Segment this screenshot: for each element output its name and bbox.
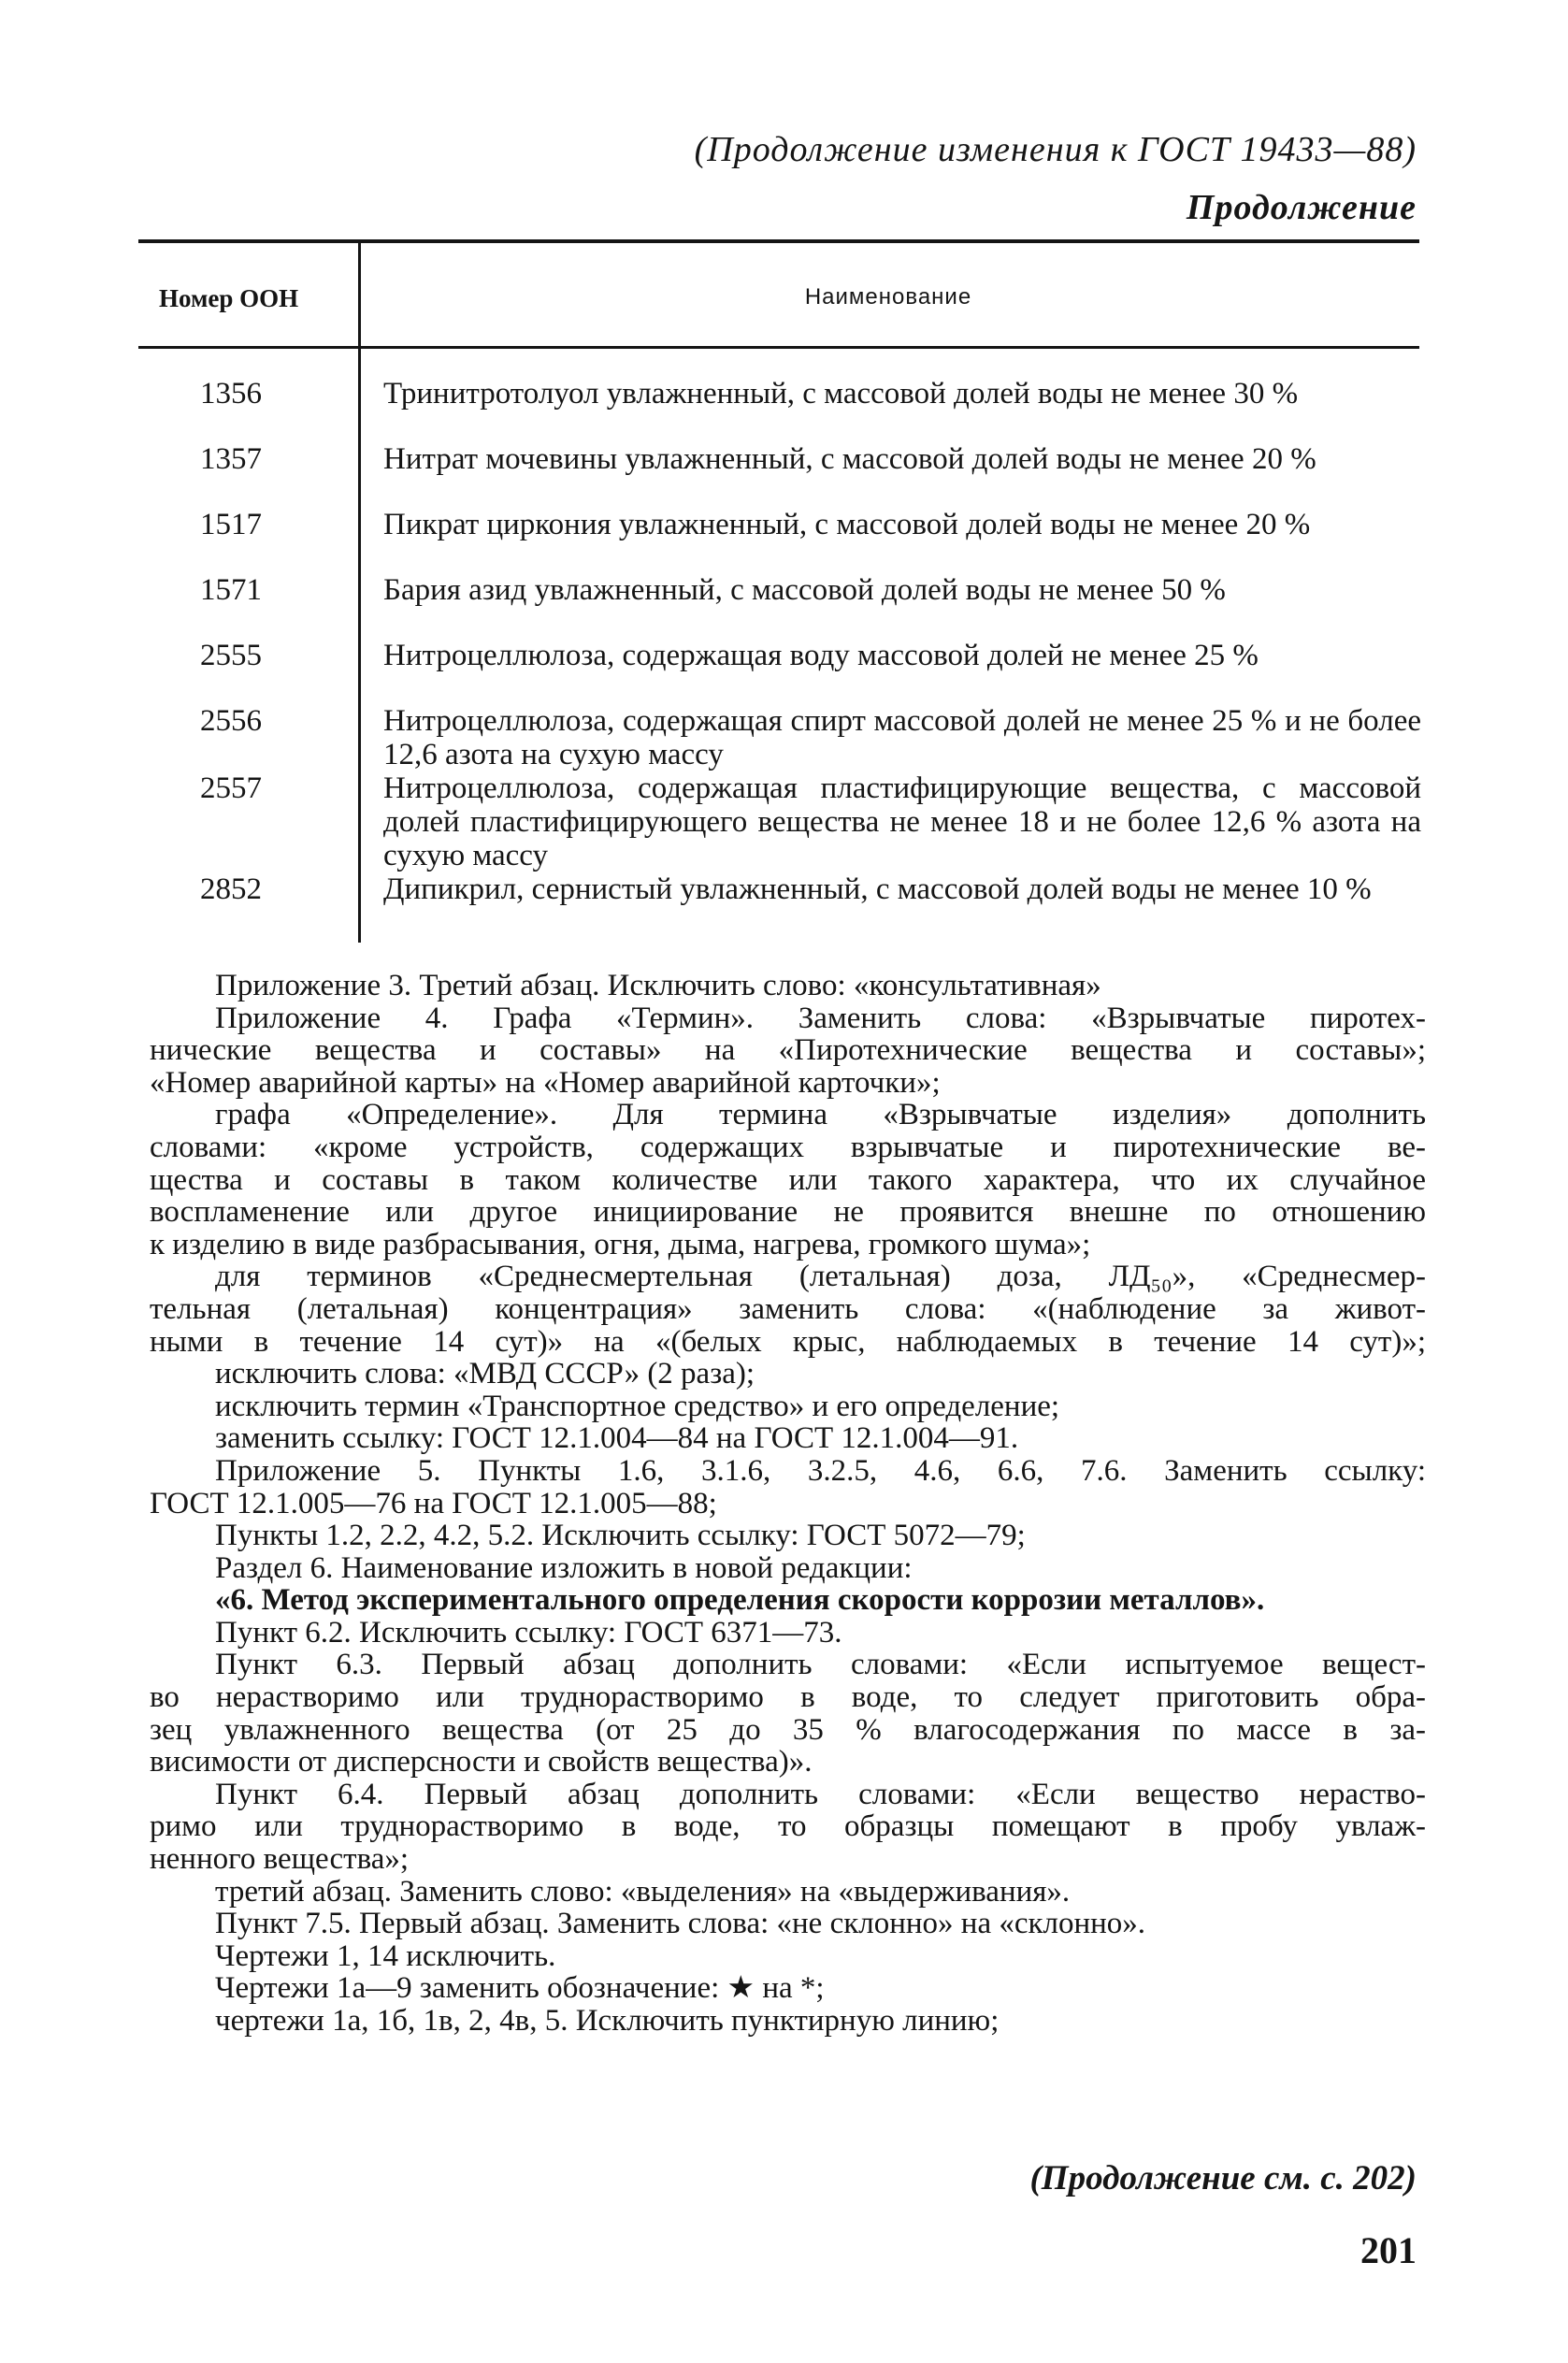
row-name: Нитроцеллюлоза, содержащая спирт массовой долей не менее 25 % и не более 12,6 азота на сухую массу (383, 704, 1421, 771)
table-body (140, 377, 1431, 940)
column-header-number: Номер ООН (159, 284, 299, 312)
text-line: нические вещества и составы» на «Пиротехнические вещества и составы»; (150, 1033, 1426, 1068)
table-row (140, 704, 1431, 771)
row-number: 2555 (200, 639, 262, 672)
table-header-rule (138, 346, 1419, 349)
row-number: 1517 (200, 508, 262, 541)
text-line: зец увлажненного вещества (от 25 до 35 % влагосодержания по массе в за- (150, 1712, 1426, 1747)
text-line: Пункт 6.3. Первый абзац дополнить словами: «Если испытуемое вещест- (215, 1648, 1426, 1682)
text-line: заменить ссылку: ГОСТ 12.1.004—84 на ГОСТ 12.1.004—91. (215, 1421, 1019, 1456)
text-line: к изделию в виде разбрасывания, огня, дыма, нагрева, громкого шума»; (150, 1227, 1091, 1261)
text-line: Чертежи 1, 14 исключить. (215, 1938, 556, 1973)
row-name: Нитроцеллюлоза, содержащая пластифицирующие вещества, с массовой долей пластифицирующего вещества не менее 18 и не более 12,6 % азота на сухую массу (383, 771, 1421, 872)
table-top-rule (138, 239, 1419, 243)
header-subtitle: Продолжение (1186, 188, 1417, 227)
row-name: Дипикрил, сернистый увлажненный, с массовой долей воды не менее 10 % (383, 872, 1372, 906)
text-line: Приложение 3. Третий абзац. Исключить слово: «консультативная» (215, 969, 1101, 1002)
table-row (140, 508, 1431, 573)
text-line: Пункт 6.4. Первый абзац дополнить словами: «Если вещество нераство- (215, 1777, 1426, 1811)
text-line: исключить слова: «МВД СССР» (2 раза); (215, 1357, 755, 1391)
text-line: ными в течение 14 сут)» на «(белых крыс, наблюдаемых в течение 14 сут)»; (150, 1324, 1426, 1359)
table-row (140, 573, 1431, 639)
row-number: 2557 (200, 771, 262, 805)
row-name: Нитрат мочевины увлажненный, с массовой долей воды не менее 20 % (383, 442, 1316, 476)
text-line: ГОСТ 12.1.005—76 на ГОСТ 12.1.005—88; (150, 1486, 717, 1520)
section-title-line: «6. Метод экспериментального определения скорости коррозии металлов». (215, 1583, 1265, 1618)
row-name: Нитроцеллюлоза, содержащая воду массовой долей не менее 25 % (383, 639, 1259, 672)
text-line: римо или труднорастворимо в воде, то образцы помещают в пробу увлаж- (150, 1809, 1426, 1844)
page-number: 201 (1360, 2229, 1417, 2271)
row-number: 2852 (200, 872, 262, 906)
table-row (140, 442, 1431, 508)
table-row (140, 872, 1431, 940)
amendment-text (150, 970, 1426, 2038)
text-line: щества и составы в таком количестве или такого характера, что их случайное (150, 1162, 1426, 1197)
row-number: 1571 (200, 573, 262, 607)
text-line: висимости от дисперсности и свойств вещества)». (150, 1745, 813, 1779)
text-line: исключить термин «Транспортное средство» и его определение; (215, 1389, 1060, 1423)
text-line: для терминов «Среднесмертельная (летальная) доза, ЛД₅₀», «Среднесмер- (215, 1260, 1426, 1294)
text-line: чертежи 1а, 1б, 1в, 2, 4в, 5. Исключить пунктирную линию; (215, 2004, 1000, 2038)
text-line: третий абзац. Заменить слово: «выделения» на «выдерживания». (215, 1874, 1071, 1909)
column-header-name: Наименование (804, 284, 972, 310)
header-continuation: (Продолжение изменения к ГОСТ 19433—88) (694, 130, 1417, 169)
table-row (140, 771, 1431, 872)
text-line: ненного вещества»; (150, 1842, 410, 1877)
row-name: Пикрат циркония увлажненный, с массовой долей воды не менее 20 % (383, 508, 1311, 541)
table-row (140, 639, 1431, 704)
row-number: 2556 (200, 704, 262, 738)
row-name: Тринитротолуол увлажненный, с массовой долей воды не менее 30 % (383, 377, 1299, 411)
table-row (140, 377, 1431, 442)
row-number: 1356 (200, 377, 262, 411)
text-line: Раздел 6. Наименование изложить в новой редакции: (215, 1550, 913, 1585)
text-line: Пункт 6.2. Исключить ссылку: ГОСТ 6371—73. (215, 1615, 842, 1650)
text-line: Пункт 7.5. Первый абзац. Заменить слова: «не склонно» на «склонно». (215, 1907, 1146, 1941)
text-line: Чертежи 1а—9 заменить обозначение: ★ на *; (215, 1971, 825, 2006)
text-line: Приложение 5. Пункты 1.6, 3.1.6, 3.2.5, 4.6, 6.6, 7.6. Заменить ссылку: (215, 1453, 1426, 1488)
row-number: 1357 (200, 442, 262, 476)
text-line: Пункты 1.2, 2.2, 4.2, 5.2. Исключить ссылку: ГОСТ 5072—79; (215, 1519, 1026, 1553)
text-line: графа «Определение». Для термина «Взрывчатые изделия» дополнить (215, 1098, 1426, 1132)
text-line: «Номер аварийной карты» на «Номер аварийной карточки»; (150, 1065, 941, 1100)
text-line: словами: «кроме устройств, содержащих взрывчатые и пиротехнические ве- (150, 1130, 1426, 1164)
row-name: Бария азид увлажненный, с массовой долей воды не менее 50 % (383, 573, 1226, 607)
text-line: во нерастворимо или труднорастворимо в воде, то следует приготовить обра- (150, 1680, 1426, 1715)
footer-continuation: (Продолжение см. с. 202) (1029, 2159, 1417, 2197)
text-line: тельная (летальная) концентрация» заменить слова: «(наблюдение за живот- (150, 1291, 1426, 1326)
text-line: Приложение 4. Графа «Термин». Заменить слова: «Взрывчатые пиротех- (215, 1001, 1426, 1035)
text-line: воспламенение или другое инициирование не проявится внешне по отношению (150, 1195, 1426, 1230)
